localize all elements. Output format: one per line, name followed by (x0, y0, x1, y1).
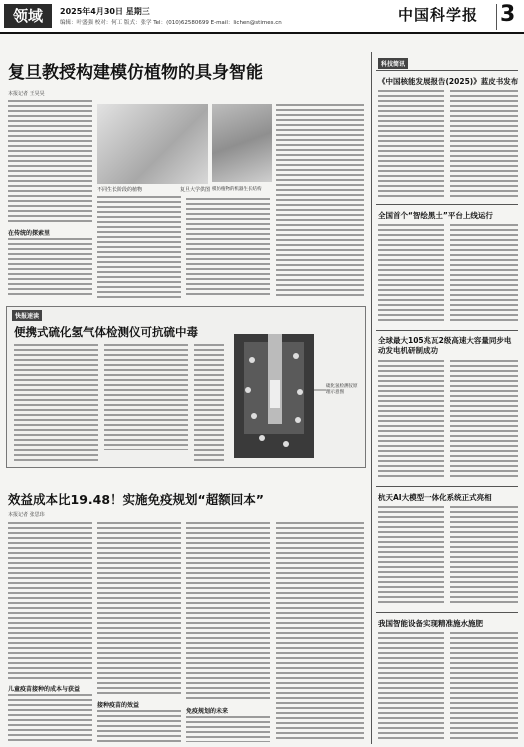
sidebar-item2-title: 全国首个“智绘黑土”平台上线运行 (378, 211, 493, 220)
sidebar-item3-col1 (378, 360, 444, 478)
article3-column-2 (97, 522, 181, 696)
diagram-sensor-tip (270, 380, 280, 408)
article1-column-4 (276, 104, 364, 298)
section-label: 领域 (4, 4, 52, 28)
sidebar-rule-2 (376, 330, 518, 331)
sidebar-item4-col2 (450, 506, 518, 606)
sidebar-tag: 科技简讯 (378, 58, 408, 69)
diagram-caption: 硫化氢检测仪原理示意图 (326, 384, 358, 395)
article1-signature (300, 285, 302, 291)
article1-column-1b (8, 238, 92, 298)
sidebar-item1-col1 (378, 90, 444, 198)
article3-headline: 效益成本比19.48！实施免疫规划“超额回本” (8, 492, 264, 507)
masthead-logo: 中国科学报 (398, 6, 479, 24)
article1-column-3 (186, 198, 270, 298)
article1-photo1-caption: 不同生长阶段的植物 (97, 187, 143, 193)
sidebar-rule-4 (376, 612, 518, 613)
article1-photo-1 (97, 104, 208, 184)
sidebar-item5-title: 我国智能设备实现精准施水施肥 (378, 619, 483, 628)
page-number: 3 (500, 2, 516, 27)
sidebar-rule-1 (376, 204, 518, 205)
article3-subhead-3: 免疫规划的未来 (186, 708, 229, 715)
article1-subhead: 在传统的探索里 (8, 230, 51, 237)
article2-column-1 (14, 344, 98, 462)
editor-info: 编辑：叶盛强 校对：何工 版式：张学 Tel：(010)62580699 E-mail：lichen@stimes.cn (60, 20, 282, 26)
article1-headline: 复旦教授构建模仿植物的具身智能 (8, 63, 263, 83)
sidebar-item3-col2 (450, 360, 518, 478)
article3-column-2b (97, 710, 181, 742)
article1-photo2-caption: 模仿植物的机器生长结构 (212, 187, 262, 192)
sidebar-item2-col2 (450, 224, 518, 324)
article1-photo1-credit: 复旦大学供图 (180, 187, 211, 193)
sidebar-item5-col2 (450, 632, 518, 742)
article1-photo-2 (212, 104, 272, 182)
article3-byline: 本报记者 张思玮 (8, 512, 45, 518)
sidebar-item1-title: 《中国核能发展报告(2025)》蓝皮书发布 (378, 77, 519, 86)
sidebar-item4-col1 (378, 506, 444, 606)
article3-column-4 (276, 522, 364, 742)
article2-tag: 快报速读 (12, 310, 42, 321)
article2-column-2 (104, 344, 188, 450)
sidebar-item2-col1 (378, 224, 444, 324)
article1-column-1 (8, 100, 92, 224)
article3-column-1b (8, 694, 92, 742)
article1-column-2 (97, 196, 181, 298)
sidebar-item1-col2 (450, 90, 518, 198)
diagram-probe (268, 334, 282, 424)
article3-column-3b (186, 716, 270, 742)
sidebar-item5-col1 (378, 632, 444, 742)
sidebar-item3-title: 全球最大105兆瓦2级高速大容量同步电动发电机研制成功 (378, 336, 512, 355)
sidebar-item4-title: 杭天AI大模型一体化系统正式亮相 (378, 493, 492, 502)
sidebar-rule-3 (376, 486, 518, 487)
article1-byline: 本报记者 王昊昊 (8, 91, 45, 97)
article3-subhead-1: 儿童疫苗接种的成本与获益 (8, 686, 81, 693)
article2-headline: 便携式硫化氢气体检测仪可抗硫中毒 (14, 325, 198, 339)
issue-date: 2025年4月30日 星期三 (60, 7, 150, 16)
article3-column-1 (8, 522, 92, 680)
masthead-divider (496, 4, 497, 30)
column-divider (371, 52, 372, 744)
article3-column-3 (186, 522, 270, 702)
article2-column-3 (194, 344, 224, 462)
sidebar-top-rule (376, 70, 518, 71)
article3-subhead-2: 接种疫苗的效益 (97, 702, 140, 709)
